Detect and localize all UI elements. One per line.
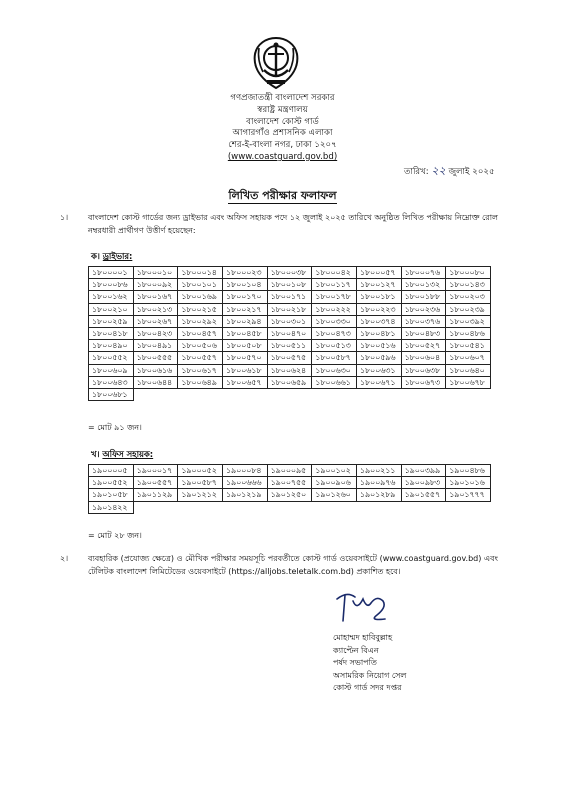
roll-number-cell: ১৮০০৪১৮ [89, 327, 134, 339]
roll-number-cell: ১৮০০৪৭০ [267, 327, 312, 339]
paragraph-1-text: বাংলাদেশ কোস্ট গার্ডের জন্য ড্রাইভার এবং অফিস সহায়ক পদে ১২ জুলাই ২০২৫ তারিখে অনুষ্ঠিত লিখিত পরীক্ষায় নিম্নোক্ত রোল নম্বরধারী প্রার্থীগণ উত্তীর্ণ হয়েছেন: [88, 213, 498, 235]
coast-guard-emblem-icon [251, 36, 301, 90]
roll-number-cell: ১৮০০১৮১ [356, 291, 401, 303]
roll-number-cell: ১৮০০২১৫ [178, 303, 223, 315]
roll-number-cell: ১৮০০৬৩০ [312, 364, 357, 376]
roll-number-cell: ১৯০০১০২ [312, 465, 357, 477]
roll-number-cell: ১৮০০১০৮ [267, 279, 312, 291]
roll-number-cell: ১৮০০৬০৪ [401, 352, 446, 364]
roll-number-cell: ১৯০০৫৮৭ [178, 477, 223, 489]
roll-number-cell: ১৯০১২১৯ [222, 489, 267, 501]
empty-cell [178, 388, 223, 400]
roll-number-cell: ১৮০০৬৪৯ [178, 376, 223, 388]
roll-number-cell: ১৮০০২১৩ [133, 303, 178, 315]
roll-number-cell: ১৮০০৫৭৫ [267, 352, 312, 364]
roll-number-cell: ১৮০০৫৪১ [446, 340, 491, 352]
roll-number-cell: ১৮০০৬৭১ [356, 376, 401, 388]
paragraph-1 [60, 211, 498, 237]
roll-number-cell: ১৮০০৬০৭ [446, 352, 491, 364]
table-row [89, 501, 491, 513]
roll-number-cell: ১৯০১২৮৯ [356, 489, 401, 501]
roll-number-cell: ১৮০০৫৫৭ [178, 352, 223, 364]
signatory-office: কোস্ট গার্ড সদর দপ্তর [333, 683, 402, 692]
roll-number-cell: ১৮০০৫০৮ [222, 340, 267, 352]
roll-number-cell: ১৮০০৪৯১ [133, 340, 178, 352]
table-row [89, 340, 491, 352]
roll-number-cell: ১৮০০০৯২ [133, 279, 178, 291]
date-day: ২২ [431, 164, 446, 177]
roll-number-cell: ১৮০০১৭৮ [312, 291, 357, 303]
paragraph-2-text: ব্যবহারিক (প্রযোজ্য ক্ষেত্রে) ও মৌখিক পরীক্ষার সময়সূচি পরবর্তীতে কোস্ট গার্ড ওয়েবসাইটে (www.coastguard.gov.bd) এবং টেলিটক বাংলাদেশ লিমিটেডের ওয়েবসাইটে (https://alljobs.teletalk.com.bd) প্রকাশিত হবে। [88, 554, 498, 576]
office-roll-table [88, 464, 491, 514]
roll-number-cell: ১৮০০১৭১ [267, 291, 312, 303]
empty-cell [312, 388, 357, 400]
roll-number-cell: ১৮০০৫৯৬ [356, 352, 401, 364]
roll-number-cell: ১৮০০৪৮১ [356, 327, 401, 339]
roll-number-cell: ১৯০১২১২ [178, 489, 223, 501]
table-row [89, 279, 491, 291]
roll-number-cell: ১৮০০৪৯০ [89, 340, 134, 352]
roll-number-cell: ১৮০০১০১ [178, 279, 223, 291]
address-line-2: শের-ই-বাংলা নগর, ঢাকা ১২০৭ [228, 140, 337, 151]
roll-number-cell: ১৮০০৫০৬ [178, 340, 223, 352]
empty-cell [267, 501, 312, 513]
roll-number-cell: ১৮০০২৬৭ [133, 315, 178, 327]
empty-cell [267, 388, 312, 400]
roll-number-cell: ১৮০০২১০ [89, 303, 134, 315]
driver-total: = মোট ৯১ জন। [88, 423, 142, 432]
roll-number-cell: ১৮০০০৮৬ [89, 279, 134, 291]
roll-number-cell: ১৮০০৬৪৪ [133, 376, 178, 388]
office-total: = মোট ২৮ জন। [88, 531, 142, 540]
roll-number-cell: ১৮০০২২৩ [356, 303, 401, 315]
roll-number-cell: ১৯০০৫৫২ [89, 477, 134, 489]
roll-number-cell: ১৮০০৫২৭ [401, 340, 446, 352]
roll-number-cell: ১৮০০৩৩০ [312, 315, 357, 327]
roll-number-cell: ১৮০০৬৫৭ [222, 376, 267, 388]
roll-number-cell: ১৮০০২৫৯ [89, 315, 134, 327]
roll-number-cell: ১৮০০৬৩১ [356, 364, 401, 376]
roll-number-cell: ১৯০১৪২২ [89, 501, 134, 513]
website-link[interactable]: (www.coastguard.gov.bd) [227, 151, 338, 162]
roll-number-cell: ১৯০১০১৬ [446, 477, 491, 489]
driver-section-title: ড্রাইভার: [102, 251, 133, 261]
roll-number-cell: ১৮০০০৪২ [312, 267, 357, 279]
roll-number-cell: ১৯০০০০৫ [89, 465, 134, 477]
roll-number-cell: ১৮০০০১০ [133, 267, 178, 279]
letterhead [0, 93, 565, 164]
empty-cell [222, 388, 267, 400]
roll-number-cell: ১৮০০২৩৯ [446, 303, 491, 315]
roll-number-cell: ১৮০০১৬৯ [178, 291, 223, 303]
roll-number-cell: ১৯০১২৬০ [312, 489, 357, 501]
paragraph-1-number: ১। [60, 213, 69, 222]
roll-number-cell: ১৮০০৫৫২ [89, 352, 134, 364]
roll-number-cell: ১৮০০২৩৬ [401, 303, 446, 315]
roll-number-cell: ১৮০০৬১৬ [133, 364, 178, 376]
roll-number-cell: ১৮০০৩৯২ [446, 315, 491, 327]
driver-section-label [91, 250, 132, 264]
roll-number-cell: ১৮০০৬১৭ [178, 364, 223, 376]
roll-number-cell: ১৮০০৩৭৬ [401, 315, 446, 327]
roll-number-cell: ১৯০০৫৫৭ [133, 477, 178, 489]
roll-number-cell: ১৮০০১৭০ [222, 291, 267, 303]
roll-number-cell: ১৯০০৭৫৫ [267, 477, 312, 489]
roll-number-cell: ১৯০০০৮৪ [222, 465, 267, 477]
roll-number-cell: ১৮০০৬৬১ [312, 376, 357, 388]
roll-number-cell: ১৮০০৬৭৮ [446, 376, 491, 388]
roll-number-cell: ১৮০০২২২ [312, 303, 357, 315]
date-month-year: জুলাই ২০২৫ [448, 167, 495, 177]
roll-number-cell: ১৮০০৫১৬ [356, 340, 401, 352]
date-label: তারিখ: [404, 167, 429, 177]
table-row [89, 388, 491, 400]
roll-number-cell: ১৯০০৩৯৯ [401, 465, 446, 477]
roll-number-cell: ১৯০০৯৮৩ [401, 477, 446, 489]
office-section-label [91, 448, 153, 462]
roll-number-cell: ১৮০০৬৪০ [446, 364, 491, 376]
roll-number-cell: ১৮০০১৮৮ [401, 291, 446, 303]
roll-number-cell: ১৯০১৭৭৭ [446, 489, 491, 501]
office-section-title: অফিস সহায়ক: [102, 449, 154, 459]
roll-number-cell: ১৮০০৪৫৮ [222, 327, 267, 339]
roll-number-cell: ১৮০০৬৫৯ [267, 376, 312, 388]
roll-number-cell: ১৯০০৯৭৬ [356, 477, 401, 489]
roll-number-cell: ১৮০০৫৮৭ [312, 352, 357, 364]
roll-number-cell: ১৮০০১২৭ [356, 279, 401, 291]
roll-number-cell: ১৮০০০৩৮ [267, 267, 312, 279]
roll-number-cell: ১৮০০০৭৬ [401, 267, 446, 279]
driver-section-prefix: ক। [91, 251, 100, 261]
roll-number-cell: ১৮০০৪৭৩ [312, 327, 357, 339]
roll-number-cell: ১৮০০১৬৭ [133, 291, 178, 303]
roll-number-cell: ১৯০০৪৮৬ [446, 465, 491, 477]
empty-cell [222, 501, 267, 513]
roll-number-cell: ১৮০০৪৮৬ [446, 327, 491, 339]
signatory-block [333, 632, 406, 695]
paragraph-2 [60, 552, 498, 578]
empty-cell [401, 501, 446, 513]
roll-number-cell: ১৮০০৫৭০ [222, 352, 267, 364]
roll-number-cell: ১৮০০৬১৮ [222, 364, 267, 376]
roll-number-cell: ১৯০০০৯৫ [267, 465, 312, 477]
roll-number-cell: ১৮০০১১৭ [312, 279, 357, 291]
roll-number-cell: ১৮০০৫১১ [267, 340, 312, 352]
roll-number-cell: ১৯০০০৫২ [178, 465, 223, 477]
roll-number-cell: ১৮০০০০১ [89, 267, 134, 279]
table-row [89, 489, 491, 501]
roll-number-cell: ১৮০০১৬২ [89, 291, 134, 303]
roll-number-cell: ১৮০০১৩২ [401, 279, 446, 291]
roll-number-cell: ১৮০০২৯৪ [222, 315, 267, 327]
empty-cell [401, 388, 446, 400]
roll-number-cell: ১৯০১২৫০ [267, 489, 312, 501]
roll-number-cell: ১৯০০০১৭ [133, 465, 178, 477]
signature-image [333, 587, 393, 627]
empty-cell [446, 501, 491, 513]
roll-number-cell: ১৮০০১০৪ [222, 279, 267, 291]
paragraph-2-number: ২। [60, 554, 69, 563]
roll-number-cell: ১৯০০৯০৬ [312, 477, 357, 489]
empty-cell [312, 501, 357, 513]
signatory-role-2: অসামরিক নিয়োগ সেল [333, 670, 407, 680]
page-title [0, 187, 565, 206]
ministry-name: স্বরাষ্ট্র মন্ত্রণালয় [257, 104, 308, 115]
roll-number-cell: ১৮০০০১৪ [178, 267, 223, 279]
table-row [89, 376, 491, 388]
empty-cell [446, 388, 491, 400]
empty-cell [356, 388, 401, 400]
page-title-text: লিখিত পরীক্ষার ফলাফল [228, 189, 337, 202]
signatory-role-1: পর্ষদ সভাপতি [333, 658, 377, 667]
roll-number-cell: ১৮০০২০৩ [446, 291, 491, 303]
address-line-1: আগারগাঁও প্রশাসনিক এলাকা [232, 128, 333, 139]
roll-number-cell: ১৮০০১৪৩ [446, 279, 491, 291]
signatory-name: মোহাম্মদ হাবিবুল্লাহ [333, 633, 393, 642]
roll-number-cell: ১৮০০৬৩৮ [401, 364, 446, 376]
roll-number-cell: ১৮০০০২৩ [222, 267, 267, 279]
roll-number-cell: ১৮০০৬২৪ [267, 364, 312, 376]
empty-cell [178, 501, 223, 513]
date-line [404, 162, 495, 181]
empty-cell [133, 501, 178, 513]
organization-name: বাংলাদেশ কোস্ট গার্ড [246, 116, 319, 127]
table-row [89, 303, 491, 315]
office-section-prefix: খ। [91, 449, 100, 459]
roll-number-cell: ১৮০০২১৮ [267, 303, 312, 315]
table-row [89, 364, 491, 376]
signatory-rank: ক্যাপ্টেন বিএন [333, 645, 379, 655]
roll-number-cell: ১৮০০২১৭ [222, 303, 267, 315]
empty-cell [133, 388, 178, 400]
roll-number-cell: ১৮০০৪৮৩ [401, 327, 446, 339]
roll-number-cell: ১৯০১০৫৮ [89, 489, 134, 501]
roll-number-cell: ১৮০০০৮০ [446, 267, 491, 279]
table-row [89, 315, 491, 327]
driver-roll-table [88, 266, 491, 401]
roll-number-cell: ১৮০০৬০৯ [89, 364, 134, 376]
roll-number-cell: ১৯০১৫৫৭ [401, 489, 446, 501]
table-row [89, 352, 491, 364]
empty-cell [356, 501, 401, 513]
govt-name: গণপ্রজাতন্ত্রী বাংলাদেশ সরকার [230, 93, 335, 103]
roll-number-cell: ১৮০০৫৫৫ [133, 352, 178, 364]
roll-number-cell: ১৮০০৬৭৩ [401, 376, 446, 388]
table-row [89, 291, 491, 303]
roll-number-cell: ১৯০১১২৯ [133, 489, 178, 501]
roll-number-cell: ১৮০০৬৮১ [89, 388, 134, 400]
roll-number-cell: ১৮০০৩৭৪ [356, 315, 401, 327]
roll-number-cell: ১৯০০২১১ [356, 465, 401, 477]
roll-number-cell: ১৮০০০৫৭ [356, 267, 401, 279]
roll-number-cell: ১৮০০৩০১ [267, 315, 312, 327]
roll-number-cell: ১৯০০৬৬৬ [222, 477, 267, 489]
roll-number-cell: ১৮০০৪২৩ [133, 327, 178, 339]
table-row [89, 327, 491, 339]
roll-number-cell: ১৮০০৬৪৩ [89, 376, 134, 388]
table-row [89, 465, 491, 477]
table-row [89, 477, 491, 489]
table-row [89, 267, 491, 279]
roll-number-cell: ১৮০০২৯২ [178, 315, 223, 327]
roll-number-cell: ১৮০০৫১৩ [312, 340, 357, 352]
roll-number-cell: ১৮০০৪৫৭ [178, 327, 223, 339]
